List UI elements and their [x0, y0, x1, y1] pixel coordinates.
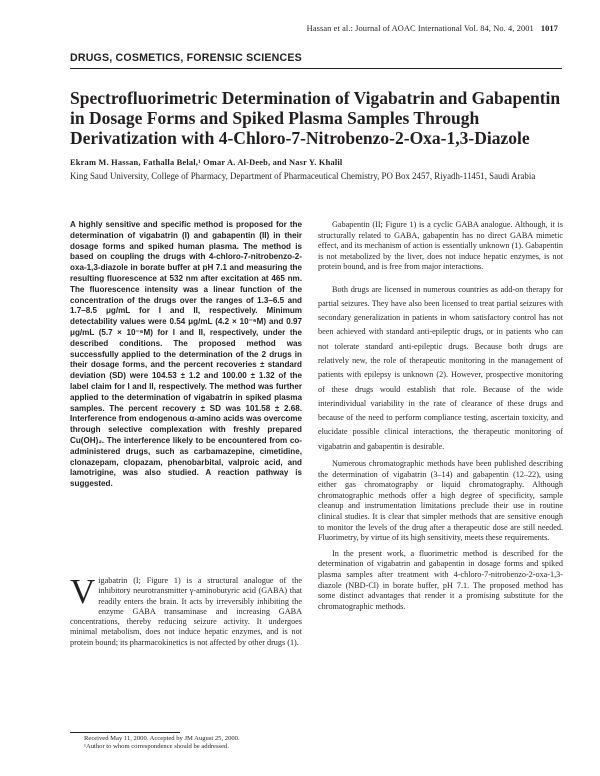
intro-paragraph: [70, 572, 302, 648]
intro-text: igabatrin (I; Figure 1) is a structural analogue of the inhibitory neurotransmitter γ-aminobutyric acid (GABA) that readily enters the brain. It acts by irreversibly inhibiting the enzyme GABA transaminase and increasing GABA concentrations, thereby reducing seizure activity. It undergoes minimal metabolism, does not induce hepatic enzymes, and is not protein bound; its pharmacokinetics is not affected by other drugs (1).: [70, 576, 302, 647]
running-head-text: Hassan et al.: Journal of AOAC International Vol. 84, No. 4, 2001: [306, 24, 534, 33]
received-note: Received May 11, 2000. Accepted by JM August 25, 2000.: [84, 735, 240, 742]
section-rule: [70, 68, 562, 69]
correspondence-note: ¹Author to whom correspondence should be addressed.: [84, 743, 229, 751]
drop-cap: V: [70, 572, 96, 611]
footnote: [84, 735, 240, 752]
paragraph-chromatography: Numerous chromatographic methods have been published describing the determination of vigabatrin (3–14) and gabapentin (12–22), using either gas chromatography or liquid chromatography. Although chromatographic methods offer a high degree of specificity, sample cleanup and instrumentation limitations preclude their use in routine clinical studies. It is clear that simpler methods that are sensitive enough to monitor the levels of the drug after a therapeutic dose are still needed. Fluorimetry, by virtue of its high sensitivity, meets these requirements.: [318, 459, 563, 543]
section-heading: DRUGS, COSMETICS, FORENSIC SCIENCES: [70, 52, 302, 64]
body-column-right: [318, 220, 563, 612]
article-title: Spectrofluorimetric Determination of Vigabatrin and Gabapentin in Dosage Forms and Spiked Plasma Samples Through Derivatization with 4-Chloro-7-Nitrobenzo-2-Oxa-1,3-Diazole: [70, 88, 561, 148]
paragraph-present-work: In the present work, a fluorimetric method is described for the determination of vigabatrin and gabapentin in dosage forms and spiked plasma samples after treatment with 4-chloro-7-nitrobenzo-2-oxa-1,3-diazole (NBD-Cl) in borate buffer, pH 7.1. The proposed method has some distinct advantages that render it a promising substitute for the chromatographic methods.: [318, 548, 563, 611]
page-number: 1017: [540, 24, 558, 33]
footnote-rule: [70, 732, 180, 733]
paragraph-gabapentin: Gabapentin (II; Figure 1) is a cyclic GABA analogue. Although, it is structurally related to GABA, gabapentin has no direct GABA mimetic effect, and its mechanism of action is essentially unknown (1). Gabapentin is not metabolized by the liver, does not induce hepatic enzymes, is not protein bound, and is free from major interactions.: [318, 220, 563, 271]
affiliation: King Saud University, College of Pharmacy, Department of Pharmaceutical Chemistry, PO Box 2457, Riyadh-11451, Saudi Arabia: [70, 171, 536, 181]
paragraph-licensing: Both drugs are licensed in numerous countries as add-on therapy for partial seizures. They have also been licensed to treat partial seizures with secondary generalization in patients in whom satisfactory control has not been achieved with standard anti-epileptic drugs, or in patients who can not tolerate standard anti-epileptic drugs. Because both drugs are relatively new, the role of therapeutic monitoring in the management of patients with epilepsy is unknown (2). However, prospective monitoring of these drugs would establish that role. Because of the wide interindividual variability in the rate of clearance of these drugs and because of the need to perform compliance testing, ascertain toxicity, and elucidate possible clinical interactions, the therapeutic monitoring of vigabatrin and gabapentin is desirable.: [318, 284, 563, 451]
abstract: A highly sensitive and specific method is proposed for the determination of vigabatrin (I) and gabapentin (II) in their dosage forms and spiked human plasma. The method is based on coupling the drugs with 4-chloro-7-nitrobenzo-2-oxa-1,3-diazole in borate buffer at pH 7.1 and measuring the resulting fluorescence at 532 nm after excitation at 465 nm. The fluorescence intensity was a linear function of the concentration of the drugs over the ranges of 1.3–6.5 and 1.7–8.5 μg/mL for I and II, respectively. Minimum detectability values were 0.54 μg/mL (4.2 × 10⁻⁶M) and 0.97 μg/mL (5.7 × 10⁻⁶M) for I and II, respectively, under the described conditions. The proposed method was successfully applied to the determination of the 2 drugs in their dosage forms, and the percent recoveries ± standard deviation (SD) were 104.53 ± 1.2 and 100.00 ± 1.32 of the label claim for I and II, respectively. The method was further applied to the determination of vigabatrin in spiked plasma samples. The percent recovery ± SD was 101.58 ± 2.68. Interference from endogenous α-amino acids was overcome through selective complexation with freshly prepared Cu(OH)₂. The interference likely to be encountered from co-administered drugs, such as carbamazepine, cimetidine, clonazepam, clopazam, phenobarbital, valproic acid, and lamotrigine, was also studied. A reaction pathway is suggested.: [70, 220, 302, 489]
author-list: Ekram M. Hassan, Fathalla Belal,¹ Omar A. Al-Deeb, and Nasr Y. Khalil: [70, 158, 343, 167]
running-head: [307, 24, 558, 33]
